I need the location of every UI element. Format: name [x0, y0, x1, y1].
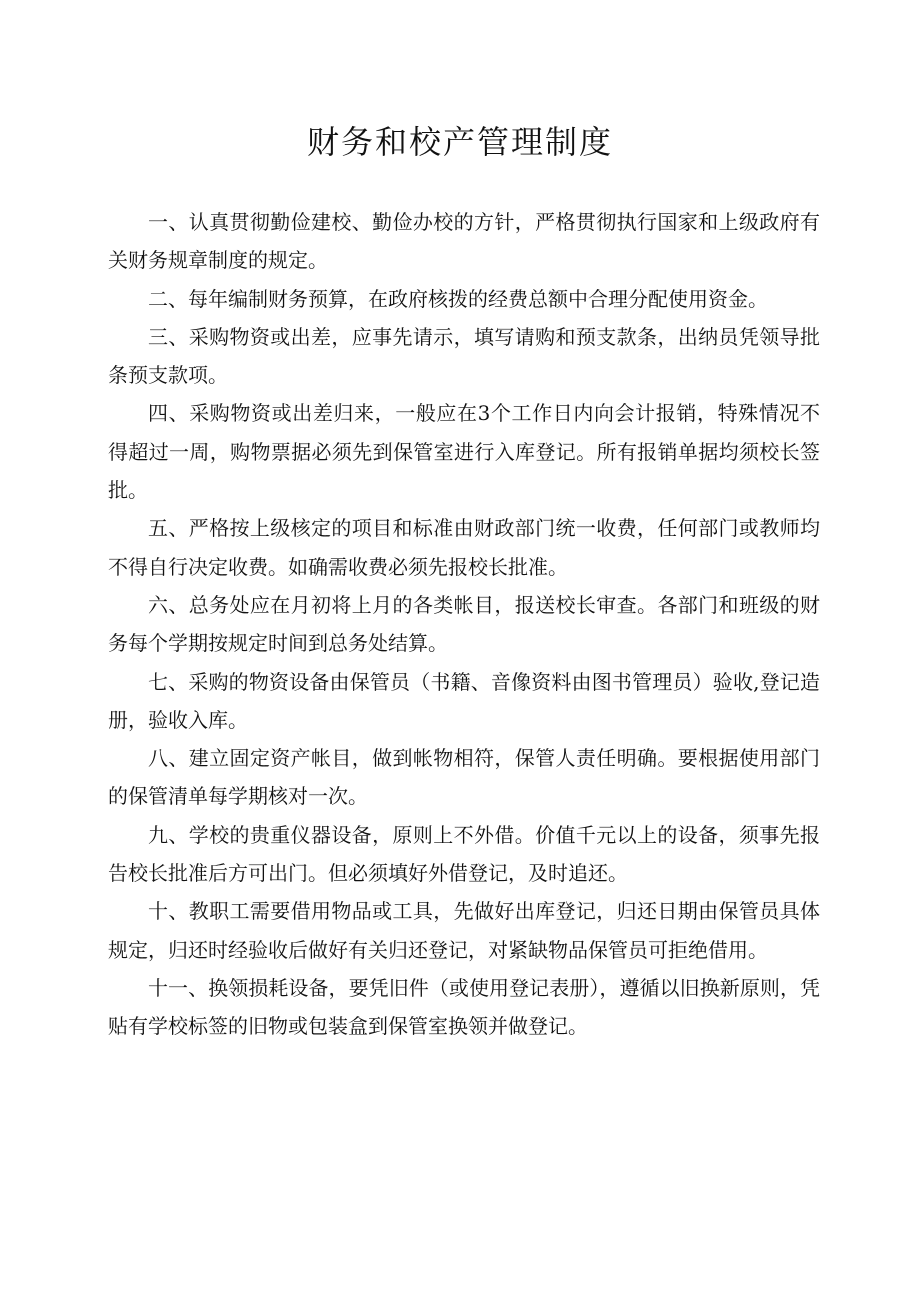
- rule-paragraph-8: 八、建立固定资产帐目，做到帐物相符，保管人责任明确。要根据使用部门的保管清单每学期核对一次。: [108, 746, 820, 809]
- rule-paragraph-2: 二、每年编制财务预算，在政府核拨的经费总额中合理分配使用资金。: [148, 286, 768, 311]
- rule-paragraph-7: 七、采购的物资设备由保管员（书籍、音像资料由图书管理员）验收,登记造册，验收入库。: [108, 669, 820, 732]
- rule-paragraph-3: 三、采购物资或出差，应事先请示，填写请购和预支款条，出纳员凭领导批条预支款项。: [108, 324, 820, 388]
- rule-paragraph-10: 十、教职工需要借用物品或工具，先做好出库登记，归还日期由保管员具体规定，归还时经验收后做好有关归还登记，对紧缺物品保管员可拒绝借用。: [108, 899, 820, 962]
- rule-paragraph-9: 九、学校的贵重仪器设备，原则上不外借。价值千元以上的设备，须事先报告校长批准后方可出门。但必须填好外借登记，及时追还。: [108, 822, 820, 886]
- document-body: [108, 203, 820, 1046]
- rule-paragraph-4: 四、采购物资或出差归来，一般应在3个工作日内向会计报销，特殊情况不得超过一周，购物票据必须先到保管室进行入库登记。所有报销单据均须校长签批。: [108, 401, 820, 503]
- rule-paragraph-5: 五、严格按上级核定的项目和标准由财政部门统一收费，任何部门或教师均不得自行决定收费。如确需收费必须先报校长批准。: [108, 516, 820, 579]
- rule-paragraph-6: 六、总务处应在月初将上月的各类帐目，报送校长审查。各部门和班级的财务每个学期按规定时间到总务处结算。: [108, 592, 820, 656]
- rule-paragraph-11: 十一、换领损耗设备，要凭旧件（或使用登记表册），遵循以旧换新原则，凭贴有学校标签的旧物或包装盒到保管室换领并做登记。: [108, 975, 820, 1039]
- rule-paragraph-1: 一、认真贯彻勤俭建校、勤俭办校的方针，严格贯彻执行国家和上级政府有关财务规章制度的规定。: [108, 210, 820, 273]
- document-title: 财务和校产管理制度: [306, 123, 613, 161]
